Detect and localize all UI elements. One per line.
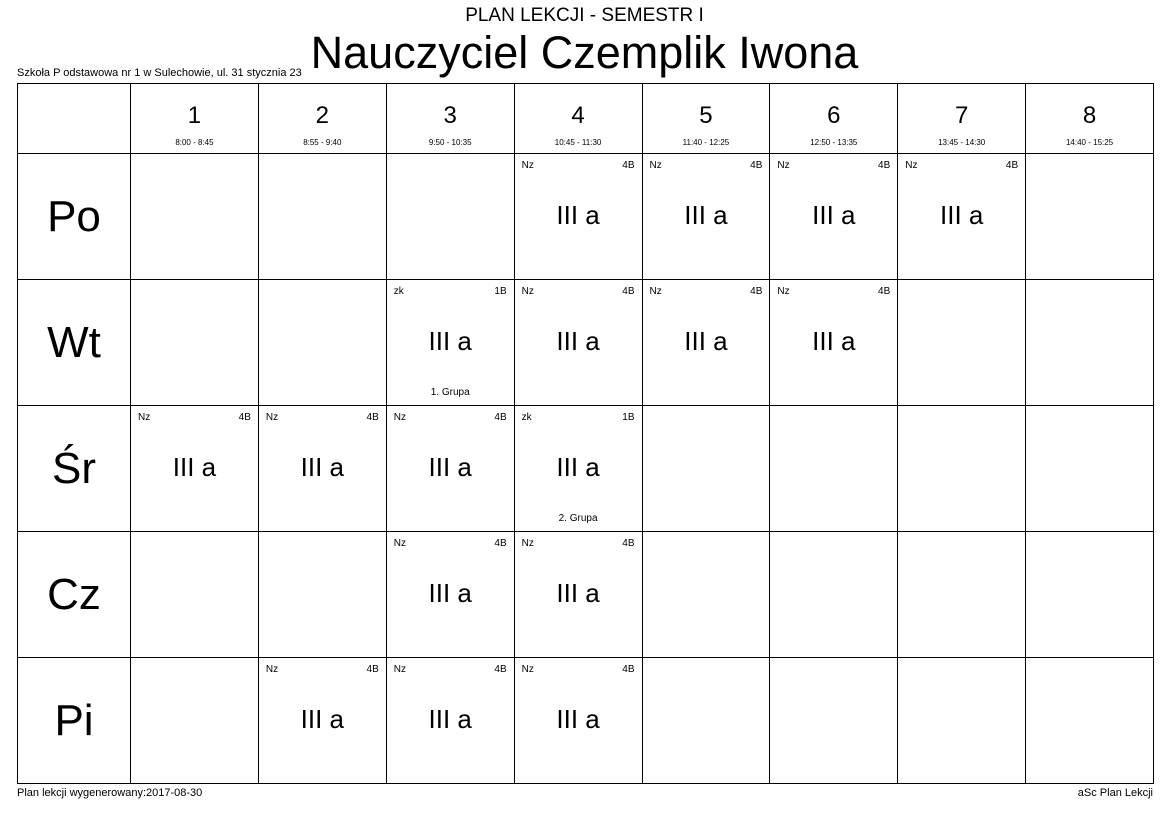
period-header-7 xyxy=(898,84,1026,154)
teacher-title: Nauczyciel Czemplik Iwona xyxy=(310,27,859,78)
empty-cell xyxy=(1026,658,1154,784)
lesson-card xyxy=(515,658,642,783)
lesson-room: 4B xyxy=(622,664,635,675)
empty-cell xyxy=(386,154,514,280)
lesson-cell xyxy=(514,154,642,280)
day-row xyxy=(18,280,1154,406)
empty-cell xyxy=(770,406,898,532)
lesson-room: 4B xyxy=(494,412,507,423)
lesson-group: 1. Grupa xyxy=(430,387,470,398)
period-number: 4 xyxy=(571,102,585,129)
period-time: 14:40 - 15:25 xyxy=(1065,138,1114,147)
day-label: Po xyxy=(18,154,131,280)
lesson-class: III a xyxy=(428,326,472,356)
empty-cell xyxy=(898,532,1026,658)
lesson-subject: Nz xyxy=(393,664,406,675)
day-row xyxy=(18,406,1154,532)
lesson-class: III a xyxy=(300,704,344,734)
period-header-row xyxy=(18,84,1154,154)
period-time: 12:50 - 13:35 xyxy=(810,138,858,147)
lesson-card xyxy=(898,154,1025,279)
period-time: 13:45 - 14:30 xyxy=(938,138,986,147)
empty-cell xyxy=(258,532,386,658)
lesson-card xyxy=(387,406,514,531)
lesson-card xyxy=(515,154,642,279)
lesson-room: 4B xyxy=(1005,160,1019,171)
lesson-cell xyxy=(514,532,642,658)
lesson-class: III a xyxy=(300,452,344,482)
day-row xyxy=(18,532,1154,658)
plan-subtitle: PLAN LEKCJI - SEMESTR I xyxy=(465,5,704,26)
lesson-card xyxy=(387,658,514,783)
lesson-room: 4B xyxy=(366,412,379,423)
period-number: 2 xyxy=(315,102,329,129)
lesson-class: III a xyxy=(428,578,472,608)
empty-cell xyxy=(1026,154,1154,280)
lesson-card xyxy=(515,280,642,405)
lesson-card xyxy=(643,154,770,279)
lesson-room: 4B xyxy=(878,160,891,171)
lesson-card xyxy=(643,280,770,405)
lesson-class: III a xyxy=(556,704,600,734)
lesson-subject: Nz xyxy=(138,412,151,423)
lesson-class: III a xyxy=(812,200,856,230)
lesson-subject: Nz xyxy=(521,538,534,549)
lesson-card xyxy=(259,406,386,531)
lesson-cell xyxy=(514,280,642,406)
empty-cell xyxy=(642,532,770,658)
lesson-group: 2. Grupa xyxy=(558,513,598,524)
empty-cell xyxy=(131,154,259,280)
lesson-room: 1B xyxy=(622,412,635,423)
lesson-class: III a xyxy=(556,452,600,482)
lesson-subject: Nz xyxy=(393,538,406,549)
empty-cell xyxy=(898,658,1026,784)
lesson-subject: Nz xyxy=(265,412,279,423)
period-time: 10:45 - 11:30 xyxy=(554,138,602,147)
day-label: Cz xyxy=(18,532,131,658)
lesson-subject: Nz xyxy=(649,160,662,171)
day-label: Wt xyxy=(18,280,131,406)
period-time: 8:55 - 9:40 xyxy=(303,138,342,147)
lesson-room: 4B xyxy=(622,538,635,549)
period-time: 11:40 - 12:25 xyxy=(682,138,730,147)
lesson-room: 4B xyxy=(878,286,891,297)
lesson-subject: Nz xyxy=(905,160,918,171)
lesson-cell xyxy=(258,406,386,532)
period-header-4 xyxy=(514,84,642,154)
lesson-card xyxy=(770,280,897,405)
lesson-cell xyxy=(386,280,514,406)
empty-cell xyxy=(131,280,259,406)
lesson-class: III a xyxy=(428,452,472,482)
lesson-subject: Nz xyxy=(265,664,279,675)
period-header-1 xyxy=(131,84,259,154)
period-time: 9:50 - 10:35 xyxy=(428,138,472,147)
lesson-cell xyxy=(642,154,770,280)
empty-cell xyxy=(642,406,770,532)
generated-date: Plan lekcji wygenerowany:2017-08-30 xyxy=(17,787,203,799)
lesson-subject: zk xyxy=(521,412,532,423)
period-number: 7 xyxy=(955,102,969,129)
app-name: aSc Plan Lekcji xyxy=(1077,787,1153,799)
lesson-room: 4B xyxy=(622,160,635,171)
period-number: 6 xyxy=(827,102,841,129)
period-header-5 xyxy=(642,84,770,154)
lesson-room: 1B xyxy=(494,286,507,297)
lesson-room: 4B xyxy=(238,412,251,423)
period-number: 3 xyxy=(443,102,457,129)
lesson-card xyxy=(387,532,514,657)
empty-cell xyxy=(131,532,259,658)
lesson-subject: Nz xyxy=(521,286,534,297)
lesson-class: III a xyxy=(684,326,728,356)
lesson-cell xyxy=(514,658,642,784)
lesson-room: 4B xyxy=(494,664,507,675)
period-header-3 xyxy=(386,84,514,154)
lesson-subject: Nz xyxy=(393,412,406,423)
period-number: 1 xyxy=(187,102,202,129)
lesson-cell xyxy=(770,280,898,406)
lesson-class: III a xyxy=(556,578,600,608)
lesson-cell xyxy=(642,280,770,406)
lesson-class: III a xyxy=(556,200,600,230)
period-header-8 xyxy=(1026,84,1154,154)
lesson-card xyxy=(515,406,642,531)
day-row xyxy=(18,658,1154,784)
school-address: Szkoła P odstawowa nr 1 w Sulechowie, ul. 31 stycznia 23 xyxy=(17,67,302,79)
lesson-class: III a xyxy=(172,452,217,482)
lesson-cell xyxy=(386,532,514,658)
lesson-cell xyxy=(386,658,514,784)
day-label: Śr xyxy=(18,406,131,532)
lesson-card xyxy=(131,406,258,531)
lesson-room: 4B xyxy=(494,538,507,549)
lesson-cell xyxy=(131,406,259,532)
empty-cell xyxy=(642,658,770,784)
lesson-cell xyxy=(770,154,898,280)
lesson-subject: Nz xyxy=(777,286,790,297)
lesson-card xyxy=(259,658,386,783)
empty-cell xyxy=(258,154,386,280)
lesson-cell xyxy=(386,406,514,532)
empty-cell xyxy=(770,658,898,784)
empty-cell xyxy=(258,280,386,406)
lesson-room: 4B xyxy=(366,664,379,675)
lesson-class: III a xyxy=(812,326,856,356)
empty-cell xyxy=(898,280,1026,406)
lesson-cell xyxy=(898,154,1026,280)
lesson-card xyxy=(515,532,642,657)
lesson-room: 4B xyxy=(622,286,635,297)
period-number: 5 xyxy=(699,102,713,129)
empty-cell xyxy=(1026,280,1154,406)
empty-cell xyxy=(1026,532,1154,658)
period-header-2 xyxy=(258,84,386,154)
lesson-class: III a xyxy=(428,704,472,734)
empty-cell xyxy=(898,406,1026,532)
lesson-subject: Nz xyxy=(777,160,790,171)
lesson-class: III a xyxy=(556,326,600,356)
lesson-subject: Nz xyxy=(649,286,662,297)
period-header-6 xyxy=(770,84,898,154)
lesson-card xyxy=(387,280,514,405)
lesson-subject: Nz xyxy=(521,160,534,171)
lesson-class: III a xyxy=(684,200,728,230)
lesson-room: 4B xyxy=(750,286,763,297)
lesson-class: III a xyxy=(940,200,984,230)
lesson-subject: zk xyxy=(393,286,404,297)
empty-cell xyxy=(1026,406,1154,532)
lesson-card xyxy=(770,154,897,279)
day-label: Pi xyxy=(18,658,131,784)
lesson-room: 4B xyxy=(750,160,763,171)
period-time: 8:00 - 8:45 xyxy=(175,138,214,147)
lesson-subject: Nz xyxy=(521,664,534,675)
empty-cell xyxy=(770,532,898,658)
day-row xyxy=(18,154,1154,280)
corner-cell xyxy=(18,84,131,154)
lesson-cell xyxy=(514,406,642,532)
lesson-cell xyxy=(258,658,386,784)
timetable-body xyxy=(18,154,1154,784)
timetable xyxy=(17,83,1154,784)
empty-cell xyxy=(131,658,259,784)
period-number: 8 xyxy=(1082,102,1097,129)
